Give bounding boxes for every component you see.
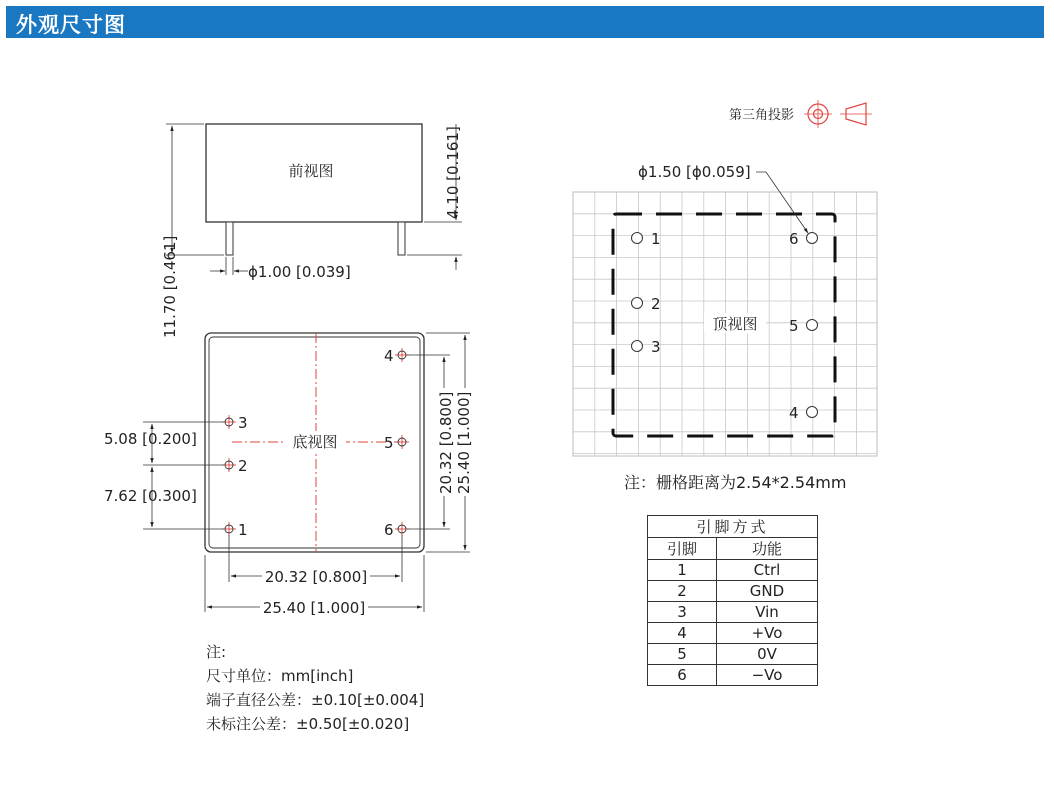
bottom-pin-label-4: 4 xyxy=(384,347,394,365)
pin-table xyxy=(647,515,818,686)
table-row xyxy=(648,623,818,644)
pin-function: 0V xyxy=(717,644,818,665)
bottom-view xyxy=(104,333,473,617)
dim-height-total: 11.70 [0.461] xyxy=(161,235,179,338)
notes-heading: 注: xyxy=(206,643,227,661)
bottom-pin-label-6: 6 xyxy=(384,521,394,539)
top-hole-3 xyxy=(632,341,643,352)
table-row xyxy=(648,560,818,581)
dim-pin-length: 4.10 [0.161] xyxy=(444,126,462,219)
dim-pin-span: 20.32 [0.800] xyxy=(264,568,368,586)
pin-function: −Vo xyxy=(717,665,818,686)
notes-general-tolerance: 未标注公差：±0.50[±0.020] xyxy=(206,715,410,733)
pin-number: 6 xyxy=(648,665,717,686)
pin-table-header-pin: 引脚 xyxy=(648,538,717,560)
top-hole-1 xyxy=(632,233,643,244)
top-hole-6 xyxy=(807,233,818,244)
grid-note: 注：栅格距离为2.54*2.54mm xyxy=(624,473,847,492)
front-pin-right xyxy=(398,222,405,255)
front-view xyxy=(161,124,462,338)
top-view xyxy=(573,160,877,492)
top-hole-4 xyxy=(807,407,818,418)
dim-body: 25.40 [1.000] xyxy=(262,599,366,617)
notes-pin-tolerance: 端子直径公差：±0.10[±0.004] xyxy=(206,691,425,709)
bottom-pin-label-5: 5 xyxy=(384,434,394,452)
pin-function: Ctrl xyxy=(717,560,818,581)
dim-pin-pitch-large: 7.62 [0.300] xyxy=(104,487,197,505)
top-hole-5 xyxy=(807,320,818,331)
pin-table-title: 引脚方式 xyxy=(648,516,818,538)
dim-body-v: 25.40 [1.000] xyxy=(455,391,473,494)
top-pin-label-3: 3 xyxy=(651,338,661,356)
front-view-label: 前视图 xyxy=(288,162,334,180)
table-row xyxy=(648,644,818,665)
top-hole-2 xyxy=(632,298,643,309)
bottom-pin-label-3: 3 xyxy=(238,414,248,432)
front-pin-left xyxy=(226,222,233,255)
dim-pin-diameter: ϕ1.00 [0.039] xyxy=(248,263,351,281)
bottom-pin-label-1: 1 xyxy=(238,521,248,539)
top-pin-label-1: 1 xyxy=(651,230,661,248)
dim-pin-pitch-small: 5.08 [0.200] xyxy=(104,430,197,448)
pin-function: +Vo xyxy=(717,623,818,644)
pin-number: 5 xyxy=(648,644,717,665)
top-pin-label-6: 6 xyxy=(789,230,799,248)
pin-number: 4 xyxy=(648,623,717,644)
pin-number: 1 xyxy=(648,560,717,581)
notes xyxy=(206,640,424,736)
table-row xyxy=(648,581,818,602)
top-pin-label-5: 5 xyxy=(789,317,799,335)
table-row xyxy=(648,665,818,686)
bottom-view-label: 底视图 xyxy=(292,433,338,451)
pin-number: 2 xyxy=(648,581,717,602)
dim-hole-diameter: ϕ1.50 [ϕ0.059] xyxy=(638,163,751,181)
dim-pin-span-v: 20.32 [0.800] xyxy=(437,391,455,494)
top-pin-label-2: 2 xyxy=(651,295,661,313)
pin-function: Vin xyxy=(717,602,818,623)
table-row xyxy=(648,602,818,623)
notes-unit: 尺寸单位：mm[inch] xyxy=(206,667,354,685)
pin-table-header-function: 功能 xyxy=(717,538,818,560)
pin-function: GND xyxy=(717,581,818,602)
projection-symbol xyxy=(729,100,872,128)
projection-label: 第三角投影 xyxy=(729,108,795,123)
bottom-pin-label-2: 2 xyxy=(238,457,248,475)
top-pin-label-4: 4 xyxy=(789,404,799,422)
pin-number: 3 xyxy=(648,602,717,623)
section-title: 外观尺寸图 xyxy=(16,13,126,37)
top-view-label: 顶视图 xyxy=(712,315,758,333)
